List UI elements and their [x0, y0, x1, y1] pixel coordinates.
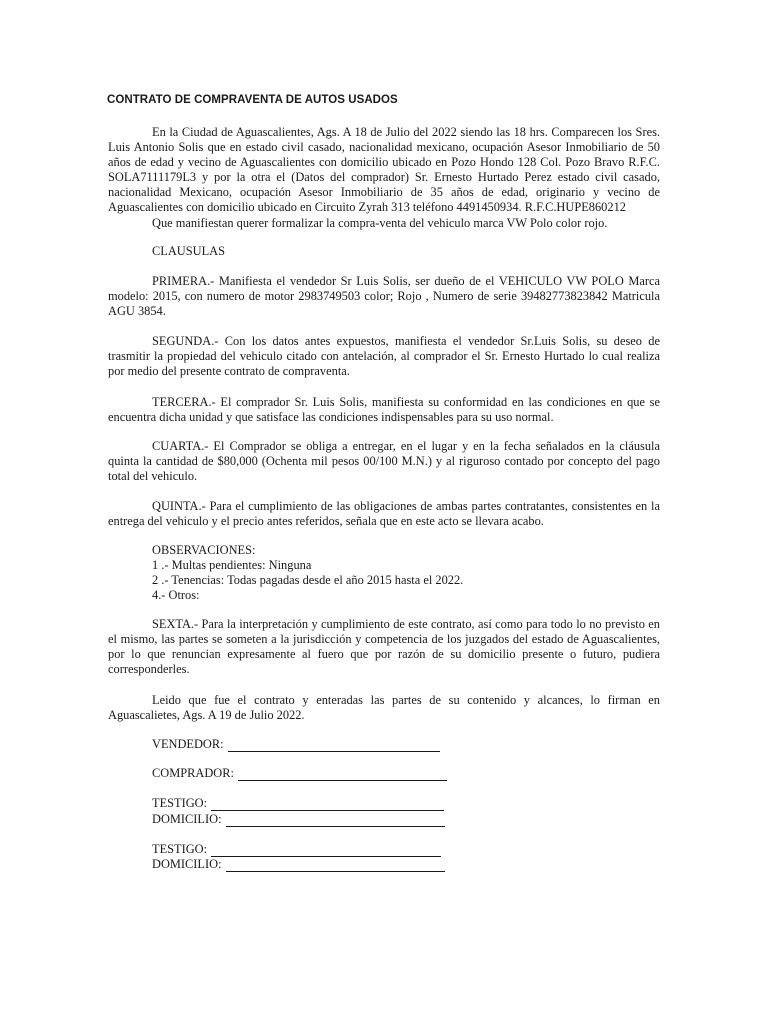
observaciones-list: [152, 558, 463, 603]
observaciones-heading: OBSERVACIONES:: [152, 543, 256, 557]
signature-rule: [211, 845, 441, 857]
clause-primera-text: PRIMERA.- Manifiesta el vendedor Sr Luis Solis, ser dueño de el VEHICULO VW POLO Marca modelo: 2015, con numero de motor 2983749503 color; Rojo , Numero de serie 39482773823842 Matricula AGU 3854.: [108, 274, 660, 319]
signature-label: TESTIGO:: [152, 842, 208, 856]
signature-rule: [211, 799, 444, 811]
clause-sexta: [108, 617, 660, 677]
clause-quinta-text: QUINTA.- Para el cumplimiento de las obligaciones de ambas partes contratantes, consistentes en la entrega del vehiculo y el precio antes referidos, señala que en este acto se llevara acabo.: [108, 499, 660, 529]
signature-label: DOMICILIO:: [152, 857, 222, 871]
signature-label: VENDEDOR:: [152, 737, 224, 751]
closing-paragraph: [108, 693, 660, 723]
intro-text: En la Ciudad de Aguascalientes, Ags. A 18 de Julio del 2022 siendo las 18 hrs. Comparecen los Sres. Luis Antonio Solis que en estado civil casado, nacionalidad mexicano, ocupación Asesor Inmobiliario de 50 años de edad y vecino de Aguascalientes con domicilio ubicado en Pozo Hondo 128 Col. Pozo Bravo R.F.C. SOLA7111179L3 y por la otra el (Datos del comprador) Sr. Ernesto Hurtado Perez estado civil casado, nacionalidad Mexicano, ocupación Asesor Inmobiliario de 35 años de edad, originario y vecino de Aguascalientes con domicilio ubicado en Circuito Zyrah 313 teléfono 4491450934. R.F.C.HUPE860212: [108, 125, 660, 215]
signature-label: DOMICILIO:: [152, 812, 222, 826]
clause-quinta: [108, 499, 660, 529]
signature-testigo-1: [152, 796, 444, 811]
signature-rule: [226, 815, 445, 827]
clause-primera: [108, 274, 660, 319]
clauses-heading: CLAUSULAS: [152, 244, 225, 258]
intro-paragraph: [108, 125, 660, 231]
signature-vendedor: [152, 737, 440, 752]
closing-text: Leido que fue el contrato y enteradas las partes de su contenido y alcances, lo firman en Aguascalietes, Ags. A 19 de Julio 2022.: [108, 693, 660, 723]
list-item: 4.- Otros:: [152, 588, 200, 602]
clause-sexta-text: SEXTA.- Para la interpretación y cumplimiento de este contrato, así como para todo lo no previsto en el mismo, las partes se someten a la jurisdicción y competencia de los juzgados del estado de Aguascalientes, por lo que renuncian expresamente al fuero que por razón de su domicilio presente o futuro, pudiera corresponderles.: [108, 617, 660, 677]
clause-tercera: [108, 395, 660, 425]
clause-segunda: [108, 334, 660, 379]
signature-label: TESTIGO:: [152, 796, 208, 810]
signature-rule: [226, 860, 445, 872]
clause-tercera-text: TERCERA.- El comprador Sr. Luis Solis, manifiesta su conformidad en las condiciones en que se encuentra dicha unidad y que satisface las condiciones indispensables para su uso normal.: [108, 395, 660, 425]
list-item: 1 .- Multas pendientes: Ninguna: [152, 558, 312, 572]
signature-testigo-2: [152, 842, 441, 857]
signature-comprador: [152, 766, 447, 781]
intro-text-2: Que manifiestan querer formalizar la compra-venta del vehiculo marca VW Polo color rojo.: [152, 215, 608, 230]
signature-label: COMPRADOR:: [152, 766, 234, 780]
list-item: 2 .- Tenencias: Todas pagadas desde el año 2015 hasta el 2022.: [152, 573, 464, 587]
signature-domicilio-2: [152, 857, 445, 872]
signature-domicilio-1: [152, 812, 445, 827]
clause-segunda-text: SEGUNDA.- Con los datos antes expuestos, manifiesta el vendedor Sr.Luis Solis, su deseo de trasmitir la propiedad del vehiculo citado con antelación, al comprador el Sr. Ernesto Hurtado lo cual realiza por medio del presente contrato de compraventa.: [108, 334, 660, 379]
clause-cuarta: [108, 439, 660, 484]
document-title: CONTRATO DE COMPRAVENTA DE AUTOS USADOS: [107, 94, 398, 106]
signature-rule: [228, 740, 440, 752]
signature-rule: [238, 769, 447, 781]
clause-cuarta-text: CUARTA.- El Comprador se obliga a entregar, en el lugar y en la fecha señalados en la cláusula quinta la cantidad de $80,000 (Ochenta mil pesos 00/100 M.N.) y al riguroso contado por concepto del pago total del vehiculo.: [108, 439, 660, 484]
